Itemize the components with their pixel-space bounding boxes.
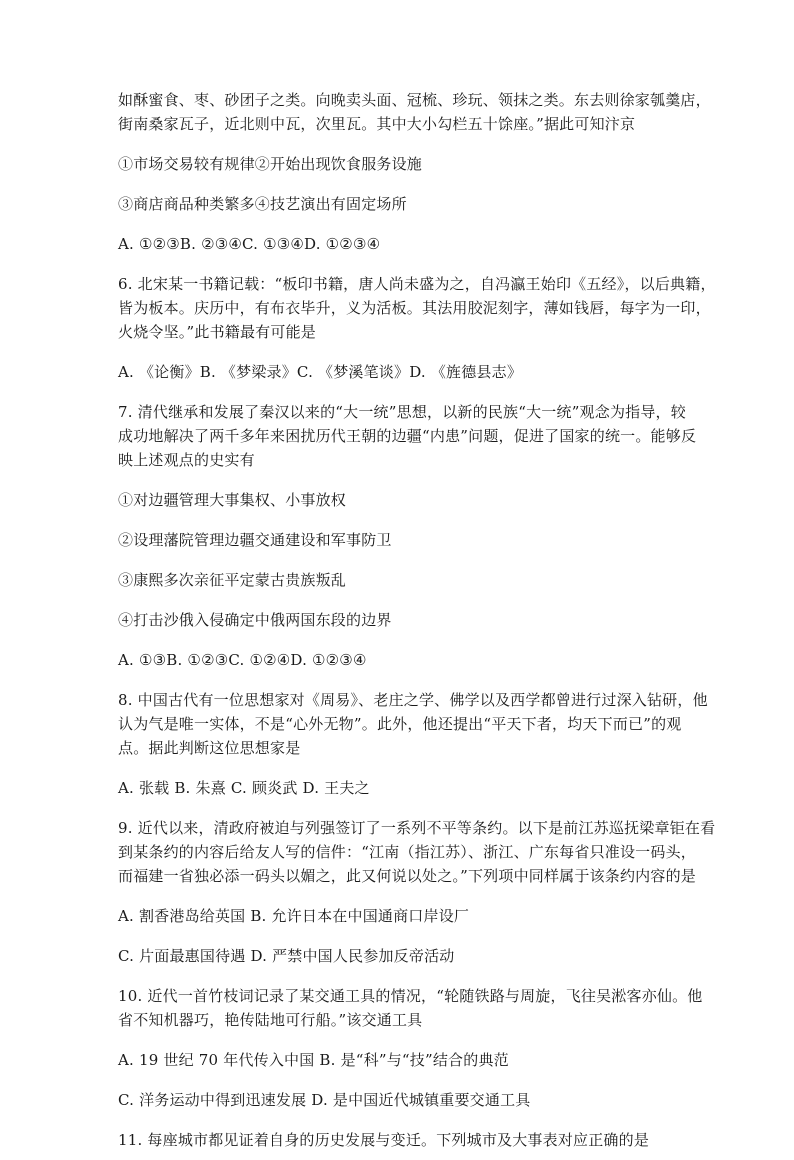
q7-option-3: ③康熙多次亲征平定蒙古贵族叛乱 <box>118 571 347 589</box>
question-9 <box>118 816 716 888</box>
q8-answers: A. 张载 B. 朱熹 C. 顾炎武 D. 王夫之 <box>118 779 370 797</box>
q8-stem-line-1: 8. 中国古代有一位思想家对《周易》、老庄之学、佛学以及西学都曾进行过深入钻研，他 <box>118 691 708 709</box>
question-7 <box>118 400 697 472</box>
q9-stem-line-2: 到某条约的内容后给友人写的信件：“江南（指江苏）、浙江、广东每省只准设一码头， <box>118 843 696 861</box>
q6-answers: A. 《论衡》B. 《梦梁录》C. 《梦溪笔谈》D. 《旌德县志》 <box>118 363 523 381</box>
q8-stem-line-2: 认为气是唯一实体，不是“心外无物”。此外，他还提出“平天下者，均天下而已”的观 <box>118 715 682 733</box>
question-5-continuation <box>118 88 711 136</box>
q6-stem-line-3: 火烧令坚。”此书籍最有可能是 <box>118 323 316 341</box>
q10-stem-line-2: 省不知机器巧，艳传陆地可行船。”该交通工具 <box>118 1011 423 1029</box>
q8-stem-line-3: 点。据此判断这位思想家是 <box>118 739 301 757</box>
q9-answers-ab: A. 割香港岛给英国 B. 允许日本在中国通商口岸设厂 <box>118 907 470 925</box>
q7-answers: A. ①③B. ①②③C. ①②④D. ①②③④ <box>118 651 367 669</box>
q9-stem-line-1: 9. 近代以来，清政府被迫与列强签订了一系列不平等条约。以下是前江苏巡抚梁章钜在看 <box>118 819 716 837</box>
q10-stem-line-1: 10. 近代一首竹枝词记录了某交通工具的情况，“轮随铁路与周旋，飞往吴淞客亦仙。他 <box>118 987 703 1005</box>
q5-stem-line-1: 如酥蜜食、枣、砂团子之类。向晚卖头面、冠梳、珍玩、领抹之类。东去则徐家瓠羹店， <box>118 91 711 109</box>
q5-option-line-2: ③商店商品种类繁多④技艺演出有固定场所 <box>118 195 407 213</box>
question-8 <box>118 688 708 760</box>
document-page <box>118 88 716 1160</box>
q10-answers-ab: A. 19 世纪 70 年代传入中国 B. 是“科”与“技”结合的典范 <box>118 1051 509 1069</box>
q5-stem-line-2: 街南桑家瓦子，近北则中瓦，次里瓦。其中大小勾栏五十馀座。”据此可知汴京 <box>118 115 636 133</box>
question-11-stem: 11. 每座城市都见证着自身的历史发展与变迁。下列城市及大事表对应正确的是 <box>118 1131 650 1149</box>
q9-answers-cd: C. 片面最惠国待遇 D. 严禁中国人民参加反帝活动 <box>118 947 455 965</box>
q7-stem-line-2: 成功地解决了两千多年来困扰历代王朝的边疆“内患”问题，促进了国家的统一。能够反 <box>118 427 697 445</box>
q6-stem-line-1: 6. 北宋某一书籍记载：“板印书籍，唐人尚未盛为之，自冯瀛王始印《五经》，以后典籍， <box>118 275 716 293</box>
q7-option-4: ④打击沙俄入侵确定中俄两国东段的边界 <box>118 611 392 629</box>
q7-option-2: ②设理藩院管理边疆交通建设和军事防卫 <box>118 531 392 549</box>
q7-stem-line-3: 映上述观点的史实有 <box>118 451 255 469</box>
question-10 <box>118 984 703 1032</box>
question-6 <box>118 272 716 344</box>
q5-option-line-1: ①市场交易较有规律②开始出现饮食服务设施 <box>118 155 423 173</box>
q6-stem-line-2: 皆为板本。庆历中，有布衣毕升，义为活板。其法用胶泥刻字，薄如钱唇，每字为一印， <box>118 299 711 317</box>
q10-answers-cd: C. 洋务运动中得到迅速发展 D. 是中国近代城镇重要交通工具 <box>118 1091 531 1109</box>
q9-stem-line-3: 而福建一省独必添一码头以媚之，此又何说以处之。”下列项中同样属于该条约内容的是 <box>118 867 696 885</box>
q7-stem-line-1: 7. 清代继承和发展了秦汉以来的“大一统”思想，以新的民族“大一统”观念为指导，较 <box>118 403 686 421</box>
q7-option-1: ①对边疆管理大事集权、小事放权 <box>118 491 347 509</box>
q5-answers: A. ①②③B. ②③④C. ①③④D. ①②③④ <box>118 235 381 253</box>
